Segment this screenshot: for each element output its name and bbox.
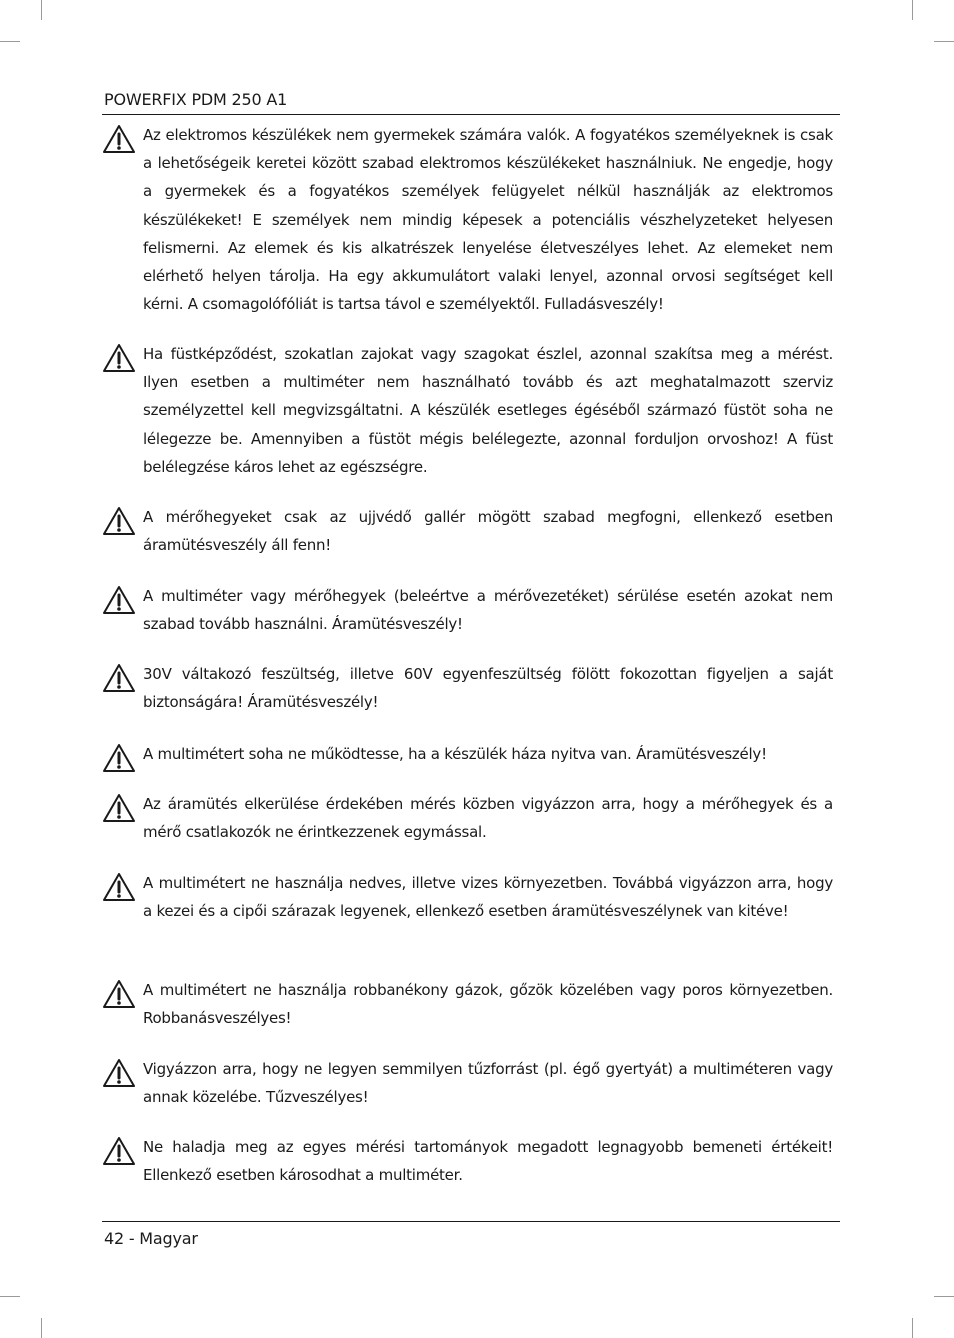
warning-triangle-icon (102, 743, 136, 773)
warning-text: A multimétert ne használja nedves, illetve vizes környezetben. Továbbá vigyázzon arra, hogy a kezei és a cipői szárazak legyenek, ellenkező esetben áramütésveszélynek van kitéve! (143, 874, 833, 921)
warning-item-9 (102, 976, 840, 1032)
header-rule (102, 114, 840, 115)
warning-text: Vigyázzon arra, hogy ne legyen semmilyen tűzforrást (pl. égő gyertyát) a multiméteren vagy annak közelébe. Tűzveszélyes! (143, 1060, 833, 1107)
warning-text: Ha füstképződést, szokatlan zajokat vagy szagokat észlel, azonnal szakítsa meg a mérést. Ilyen esetben a multiméter nem használható tovább és azt meghatalmazott szerviz személyzettel kell megvizsgáltatni. A készülék esetleges égéséből származó füstöt soha ne lélegezze be. Amennyiben a füstöt mégis belélegezte, azonnal forduljon orvoshoz! A füst belélegzése káros lehet az egészségre. (143, 345, 833, 476)
crop-mark-top-left-horizontal (0, 41, 20, 42)
warning-item-3 (102, 503, 840, 559)
warning-text: Az áramütés elkerülése érdekében mérés közben vigyázzon arra, hogy a mérőhegyek és a mérő csatlakozók ne érintkezzenek egymással. (143, 795, 833, 842)
warning-triangle-icon (102, 979, 136, 1009)
warning-item-6 (102, 740, 840, 768)
warning-text: A mérőhegyeket csak az ujjvédő gallér mögött szabad megfogni, ellenkező esetben áramütésveszély áll fenn! (143, 508, 833, 555)
warning-item-7 (102, 790, 840, 846)
warning-text: Az elektromos készülékek nem gyermekek számára valók. A fogyatékos személyeknek is csak a lehetőségeik keretei között szabad elektromos készülékeket használniuk. Ne engedje, hogy a gyermekek és a fogyatékos személyek felügyelet nélkül használják az elektromos készülékeket! E személyek nem mindig képesek a potenciális vészhelyzeteket helyesen felismerni. Az elemek és kis alkatrészek lenyelése életveszélyes lehet. Az elemeket nem elérhető helyen tárolja. Ha egy akkumulátort valaki lenyel, azonnal orvosi segítséget kell kérni. A csomagolófóliát is tartsa távol e személyektől. Fulladásveszély! (143, 126, 833, 314)
crop-mark-bottom-left-horizontal (0, 1296, 20, 1297)
crop-mark-bottom-left-vertical (41, 1318, 42, 1338)
warning-item-4 (102, 582, 840, 638)
warning-item-10 (102, 1055, 840, 1111)
warning-triangle-icon (102, 506, 136, 536)
crop-mark-bottom-right-horizontal (934, 1296, 954, 1297)
warning-triangle-icon (102, 343, 136, 373)
warning-item-1 (102, 121, 840, 318)
crop-mark-top-right-horizontal (934, 41, 954, 42)
warning-triangle-icon (102, 663, 136, 693)
warning-item-5 (102, 660, 840, 716)
warning-text: 30V váltakozó feszültség, illetve 60V egyenfeszültség fölött fokozottan figyeljen a saját biztonságára! Áramütésveszély! (143, 665, 833, 712)
warning-text: Ne haladja meg az egyes mérési tartományok megadott legnagyobb bemeneti értékeit! Ellenkező esetben károsodhat a multiméter. (143, 1138, 833, 1185)
warning-triangle-icon (102, 793, 136, 823)
warning-triangle-icon (102, 585, 136, 615)
warning-triangle-icon (102, 124, 136, 154)
footer-rule (102, 1221, 840, 1222)
warning-triangle-icon (102, 1136, 136, 1166)
crop-mark-top-left-vertical (41, 0, 42, 20)
warning-triangle-icon (102, 872, 136, 902)
crop-mark-top-right-vertical (912, 0, 913, 20)
warning-text: A multimétert ne használja robbanékony gázok, gőzök közelében vagy poros környezetben. Robbanásveszélyes! (143, 981, 833, 1028)
warning-text: A multiméter vagy mérőhegyek (beleértve a mérővezetéket) sérülése esetén azokat nem szabad tovább használni. Áramütésveszély! (143, 587, 833, 634)
page-header (104, 89, 840, 111)
page-number: 42 - Magyar (104, 1229, 198, 1248)
warning-text: A multimétert soha ne működtesse, ha a készülék háza nyitva van. Áramütésveszély! (143, 745, 767, 763)
page-footer (104, 1228, 198, 1250)
header-title: POWERFIX PDM 250 A1 (104, 90, 288, 109)
warning-item-11 (102, 1133, 840, 1189)
warning-item-8 (102, 869, 840, 925)
warning-item-2 (102, 340, 840, 481)
crop-mark-bottom-right-vertical (912, 1318, 913, 1338)
warning-triangle-icon (102, 1058, 136, 1088)
